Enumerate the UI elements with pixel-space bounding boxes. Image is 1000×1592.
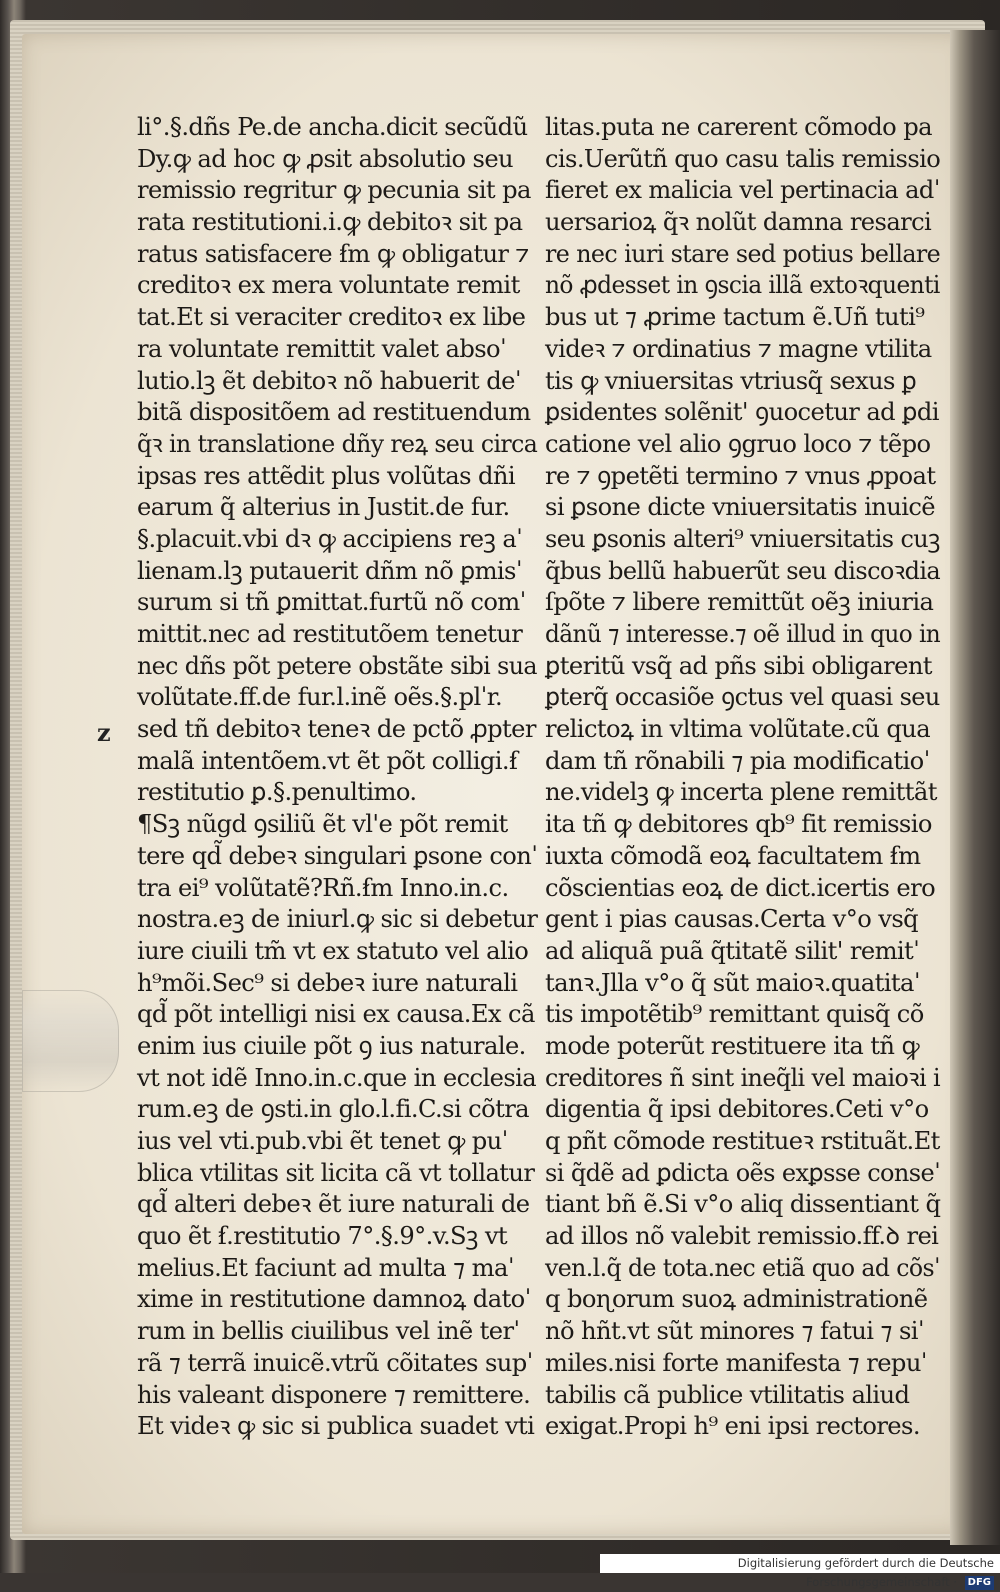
text-line: tere qd̃ debeꝛ singulari ꝑsone conˈ	[137, 841, 538, 870]
text-line: ratus satisfacere ẜm ꝙ obligatur ⁊	[137, 239, 529, 268]
text-line: volũtate.ff.de fur.l.inẽ oẽs.§.plˈr.	[137, 683, 503, 712]
text-line: fieret ex malicia vel pertinacia adˈ	[545, 176, 940, 205]
text-line: his valeant disponere ⁊ remittere.	[137, 1380, 531, 1409]
footer-text: Digitalisierung gefördert durch die Deutsche Forschungsgemeinschaft ·	[737, 1556, 994, 1589]
text-line: Dy.ꝙ ad hoc ꝙ ꝓsit absolutio seu	[137, 144, 514, 173]
text-line: h⁹mõi.Sec⁹ si debeꝛ iure naturali	[137, 968, 518, 997]
text-line: xime in restitutione damnoꝝ datoˈ	[137, 1285, 531, 1314]
text-line: ad illos nõ valebit remissio.ff.ꝺ rei	[545, 1222, 939, 1251]
text-line: lutio.lꝫ ẽt debitoꝛ nõ habuerit deˈ	[137, 366, 521, 395]
text-line: restitutio ꝑ.§.penultimo.	[137, 778, 417, 807]
text-line: mode poterũt restituere ita tñ ꝙ	[545, 1031, 920, 1060]
text-line: Et videꝛ ꝙ sic si publica suadet vti	[137, 1412, 535, 1441]
text-line: ſpõte ⁊ libere remittũt oẽꝫ iniuria	[545, 588, 934, 617]
text-column-right	[545, 112, 940, 1443]
text-line: relictoꝝ in vltima volũtate.cũ qua	[545, 715, 931, 744]
text-line: uersarioꝝ q̃ꝛ nolũt damna resarci	[545, 208, 932, 237]
text-line: mittit.nec ad restitutõem tenetur	[137, 620, 523, 648]
text-line: iure ciuili tm̃ vt ex statuto vel alio	[137, 936, 529, 965]
text-line: blica vtilitas sit licita cã vt tollatur	[137, 1158, 535, 1187]
text-line: ꝑsidentes solẽnit' ꝯuocetur ad ꝑdi	[545, 398, 939, 427]
text-line: ¶Sꝫ nũgd ꝯsiliũ ẽt vl'e põt remit	[137, 810, 508, 839]
text-line: qd̃ alteri debeꝛ ẽt iure naturali de	[137, 1190, 530, 1219]
text-line: rata restitutioni.i.ꝙ debitoꝛ sit pa	[137, 208, 523, 237]
text-line: re nec iuri stare sed potius bellare	[545, 239, 941, 268]
text-line: ꝑterq̃ occasiõe ꝯctus vel quasi seu	[545, 683, 940, 712]
text-line: iuxta cõmodã eoꝝ facultatem ẜm	[545, 841, 921, 870]
text-line: seu ꝑsonis alteri⁹ vniuersitatis cuꝫ	[545, 524, 940, 553]
text-line: ꝑteritũ vsq̃ ad pñs sibi obligarent	[545, 651, 932, 680]
text-line: ven.l.q̃ de tota.nec etiã quo ad cõsˈ	[545, 1253, 940, 1282]
text-line: quo ẽt ẜ.restitutio 7°.§.9°.v.Sꝫ vt	[137, 1222, 508, 1251]
text-line: vt not idẽ Inno.in.c.que in ecclesia	[137, 1063, 537, 1092]
text-line: tis impotẽtib⁹ remittant quisq̃ cõ	[545, 1000, 924, 1029]
text-line: tra ei⁹ volũtatẽ?Rñ.ẜm Inno.in.c.	[137, 873, 509, 902]
text-line: li°.§.dñs Pe.de ancha.dicit secũdũ	[137, 113, 528, 141]
text-line: creditoꝛ ex mera voluntate remit	[137, 271, 520, 300]
text-line: tiant bñ ẽ.Si v°o aliq dissentiant q̃	[545, 1190, 941, 1219]
text-line: miles.nisi forte manifesta ⁊ repuˈ	[545, 1348, 927, 1377]
text-line: rum in bellis ciuilibus vel inẽ terˈ	[137, 1317, 520, 1346]
text-line: malã intentõem.vt ẽt põt colligi.ẜ	[137, 746, 518, 775]
text-line: ad aliquã puã q̃titatẽ silit' remitˈ	[545, 936, 920, 965]
text-line: sed tñ debitoꝛ teneꝛ de pctõ ꝓpter	[137, 715, 536, 744]
text-line: digentia q̃ ipsi debitores.Ceti v°o	[545, 1095, 929, 1124]
text-line: bitã dispositõem ad restituendum	[137, 398, 531, 427]
text-line: si ꝑsone dicte vniuersitatis inuicẽ	[545, 493, 935, 522]
text-line: surum si tñ ꝑmittat.furtũ nõ comˈ	[137, 588, 526, 617]
text-line: ipsas res attẽdit plus volũtas dñi	[137, 461, 516, 490]
text-line: q pñt cõmode restitueꝛ rstituãt.Et	[545, 1127, 940, 1155]
text-column-left	[137, 112, 537, 1443]
text-line: re ⁊ ꝯpetẽti termino ⁊ vnus ꝓpoat	[545, 461, 936, 490]
text-line: tabilis cã publice vtilitatis aliud	[545, 1380, 910, 1409]
text-line: exigat.Propi h⁹ eni ipsi rectores.	[545, 1412, 920, 1441]
text-line: ne.videlꝫ ꝙ incerta plene remittãt	[545, 778, 937, 807]
text-line: litas.puta ne carerent cõmodo pa	[545, 113, 932, 141]
text-line: tat.Et si veraciter creditoꝛ ex libe	[137, 303, 526, 332]
text-line: nec dñs põt petere obstãte sibi sua	[137, 651, 537, 680]
text-line: nõ hñt.vt sũt minores ⁊ fatui ⁊ siˈ	[545, 1317, 924, 1346]
text-line: q boɳorum suoꝝ administrationẽ	[545, 1285, 928, 1314]
text-line: tanꝛ.Jlla v°o q̃ sũt maioꝛ.quatitaˈ	[545, 968, 920, 997]
text-line: remissio regritur ꝙ pecunia sit pa	[137, 176, 531, 205]
text-line: dam tñ rõnabili ⁊ pia modificatioˈ	[545, 746, 930, 775]
text-line: si q̃dẽ ad ꝑdicta oẽs exꝑsse conseˈ	[545, 1158, 941, 1187]
text-line: videꝛ ⁊ ordinatius ⁊ magne vtilita	[545, 334, 932, 363]
text-line: lienam.lꝫ putauerit dñm nõ ꝑmisˈ	[137, 556, 522, 585]
text-line: qd̃ põt intelligi nisi ex causa.Ex cã	[137, 1000, 535, 1029]
dfg-logo: DFG	[965, 1576, 994, 1590]
text-line: ius vel vti.pub.vbi ẽt tenet ꝙ puˈ	[137, 1127, 508, 1155]
digitization-footer	[600, 1554, 1000, 1589]
text-line: gent i pias causas.Certa v°o vsq̃	[545, 905, 919, 934]
text-line: nostra.eꝫ de iniurl.ꝙ sic si debetur	[137, 905, 538, 934]
text-line: dãnũ ⁊ interesse.⁊ oẽ illud in quo in	[545, 620, 941, 648]
text-line: rum.eꝫ de ꝯsti.in glo.l.fi.C.si cõtra	[137, 1095, 529, 1124]
text-line: rã ⁊ terrã inuicẽ.vtrũ cõitates supˈ	[137, 1348, 533, 1377]
text-line: melius.Et faciunt ad multa ⁊ maˈ	[137, 1253, 514, 1282]
text-line: creditores ñ sint ineq̃li vel maioꝛi i	[545, 1063, 941, 1092]
text-line: earum q̃ alterius in Justit.de fur.	[137, 493, 510, 522]
text-line: bus ut ⁊ ꝓrime tactum ẽ.Uñ tuti⁹	[545, 303, 925, 332]
page-clip	[22, 990, 119, 1092]
text-line: enim ius ciuile põt ꝯ ius naturale.	[137, 1031, 526, 1060]
book-gutter	[950, 30, 1000, 1545]
text-line: nõ ꝓdesset in ꝯscia illã extoꝛquenti	[545, 271, 940, 300]
text-line: q̃bus bellũ habuerũt seu discoꝛdia	[545, 556, 941, 585]
text-line: q̃ꝛ in translatione dñy reꝝ seu circa	[137, 429, 538, 458]
text-line: ra voluntate remittit valet absoˈ	[137, 334, 507, 363]
text-line: catione vel alio ꝯgruo loco ⁊ tẽpo	[545, 429, 931, 458]
text-line: ita tñ ꝙ debitores qb⁹ fit remissio	[545, 810, 932, 839]
margin-section-mark: z	[97, 718, 111, 747]
text-line: §.placuit.vbi dꝛ ꝙ accipiens reꝫ aˈ	[137, 524, 523, 553]
text-line: cõscientias eoꝝ de dict.icertis ero	[545, 873, 936, 902]
text-line: cis.Uerũtñ quo casu talis remissio	[545, 144, 941, 173]
text-line: tis ꝙ vniuersitas vtriusq̃ sexus ꝑ	[545, 366, 917, 395]
